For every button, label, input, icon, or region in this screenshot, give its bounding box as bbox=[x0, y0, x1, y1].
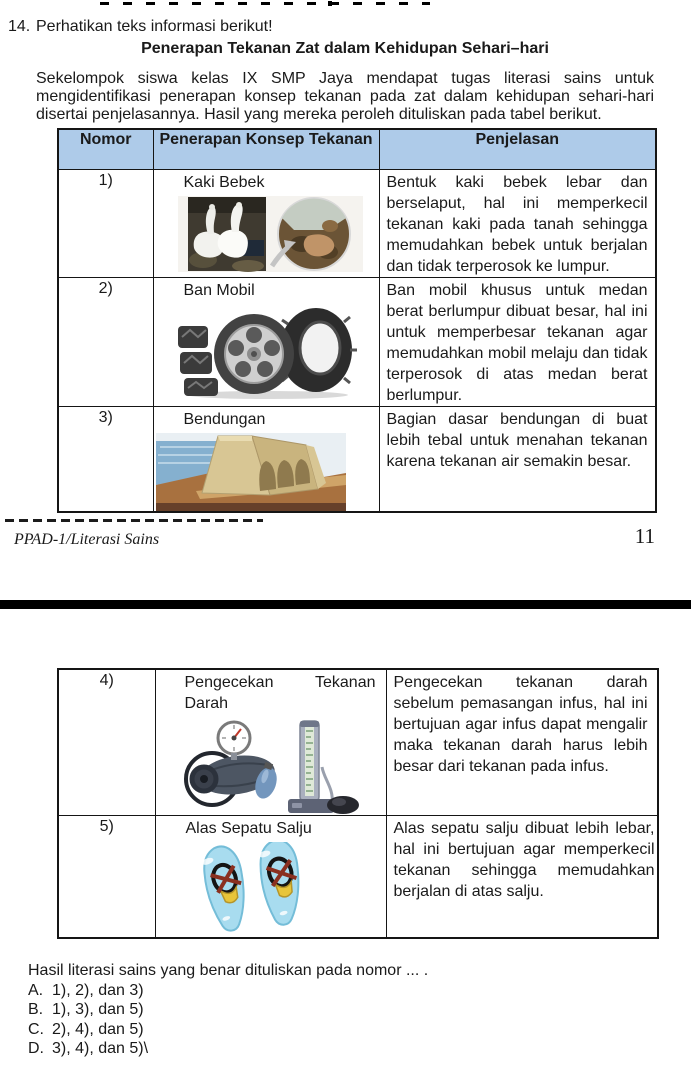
header-konsep: Penerapan Konsep Tekanan bbox=[153, 129, 379, 169]
question-intro: Perhatikan teks informasi berikut! bbox=[36, 18, 273, 35]
row1-konsep-label: Kaki Bebek bbox=[183, 173, 265, 191]
row2-number: 2) bbox=[58, 277, 153, 406]
table-row bbox=[58, 669, 658, 816]
row4-number: 4) bbox=[58, 669, 155, 816]
closing-question: Hasil literasi sains yang benar dituliskan pada nomor ... . bbox=[28, 962, 429, 979]
row5-penjelasan: Alas sepatu salju dibuat lebih lebar, hal ini bertujuan agar memperkecil tekanan sehingga memudahkan berjalan di atas salju. bbox=[393, 820, 655, 900]
table-row bbox=[58, 406, 656, 512]
row3-konsep-label: Bendungan bbox=[183, 410, 266, 428]
snow-shoes-illustration bbox=[196, 842, 321, 934]
car-tires-illustration bbox=[176, 304, 361, 400]
footer-page-number: 11 bbox=[634, 524, 655, 548]
table-row bbox=[58, 277, 656, 406]
option-a-text: 1), 2), dan 3) bbox=[52, 982, 144, 999]
table-row bbox=[58, 169, 656, 277]
header-nomor: Nomor bbox=[58, 129, 153, 169]
clipped-previous-line bbox=[100, 1, 445, 6]
row5-konsep-label: Alas Sepatu Salju bbox=[185, 820, 312, 837]
row5-number: 5) bbox=[58, 816, 155, 938]
row2-konsep-label: Ban Mobil bbox=[183, 281, 255, 299]
option-b-label: B. bbox=[28, 1001, 44, 1019]
row1-penjelasan: Bentuk kaki bebek lebar dan berselaput, hal ini memperkecil tekanan kaki pada tanah sehingga memudahkan bebek untuk berjalan dan tidak terperosok ke lumpur. bbox=[386, 173, 648, 275]
pressure-table-page1 bbox=[57, 128, 657, 513]
footer-doc-code: PPAD-1/Literasi Sains bbox=[14, 531, 160, 548]
option-c bbox=[28, 1020, 148, 1039]
row3-number: 3) bbox=[58, 406, 153, 512]
row1-number: 1) bbox=[58, 169, 153, 277]
row3-penjelasan: Bagian dasar bendungan di buat lebih tebal untuk menahan tekanan karena tekanan air semakin besar. bbox=[386, 410, 648, 470]
row2-penjelasan: Ban mobil khusus untuk medan berat berlumpur dibuat besar, hal ini untuk memperbesar tekanan agar memudahkan mobil melaju dan tidak terperosok di atas medan berat berlumpur. bbox=[386, 281, 648, 404]
option-a-label: A. bbox=[28, 982, 44, 999]
option-d-text: 3), 4), dan 5)\ bbox=[52, 1040, 149, 1058]
option-b bbox=[28, 1000, 148, 1019]
header-penjelasan: Penjelasan bbox=[379, 129, 656, 169]
option-a bbox=[28, 981, 148, 1000]
page-break-bar bbox=[0, 600, 691, 609]
footer-dashed-separator bbox=[5, 519, 263, 522]
dam-cross-section-illustration bbox=[156, 433, 346, 511]
question-number: 14. bbox=[8, 18, 31, 35]
row4-penjelasan: Pengecekan tekanan darah sebelum pemasangan infus, hal ini bertujuan agar infus dapat mengalir maka tekanan darah harus lebih besar dari tekanan pada infus. bbox=[393, 674, 648, 775]
option-d-label: D. bbox=[28, 1040, 44, 1058]
passage-body: Sekelompok siswa kelas IX SMP Jaya mendapat tugas literasi sains untuk mengidentifikasi penerapan konsep tekanan pada zat dalam kehidupan sehari-hari disertai penjelasannya. Hasil yang mereka peroleh dituliskan pada tabel berikut. bbox=[36, 70, 654, 123]
answer-options bbox=[28, 981, 148, 1059]
row4-konsep-label: Pengecekan Tekanan Darah bbox=[184, 674, 376, 712]
ducks-and-muddy-feet-photo bbox=[178, 196, 363, 272]
option-c-text: 2), 4), dan 5) bbox=[52, 1020, 144, 1038]
option-d bbox=[28, 1039, 148, 1058]
option-b-text: 1), 3), dan 5) bbox=[52, 1001, 144, 1019]
table-row bbox=[58, 816, 658, 938]
blood-pressure-devices-photo bbox=[182, 717, 362, 815]
passage-title: Penerapan Tekanan Zat dalam Kehidupan Sehari–hari bbox=[141, 40, 549, 57]
pressure-table-page2 bbox=[57, 668, 659, 939]
option-c-label: C. bbox=[28, 1020, 44, 1038]
